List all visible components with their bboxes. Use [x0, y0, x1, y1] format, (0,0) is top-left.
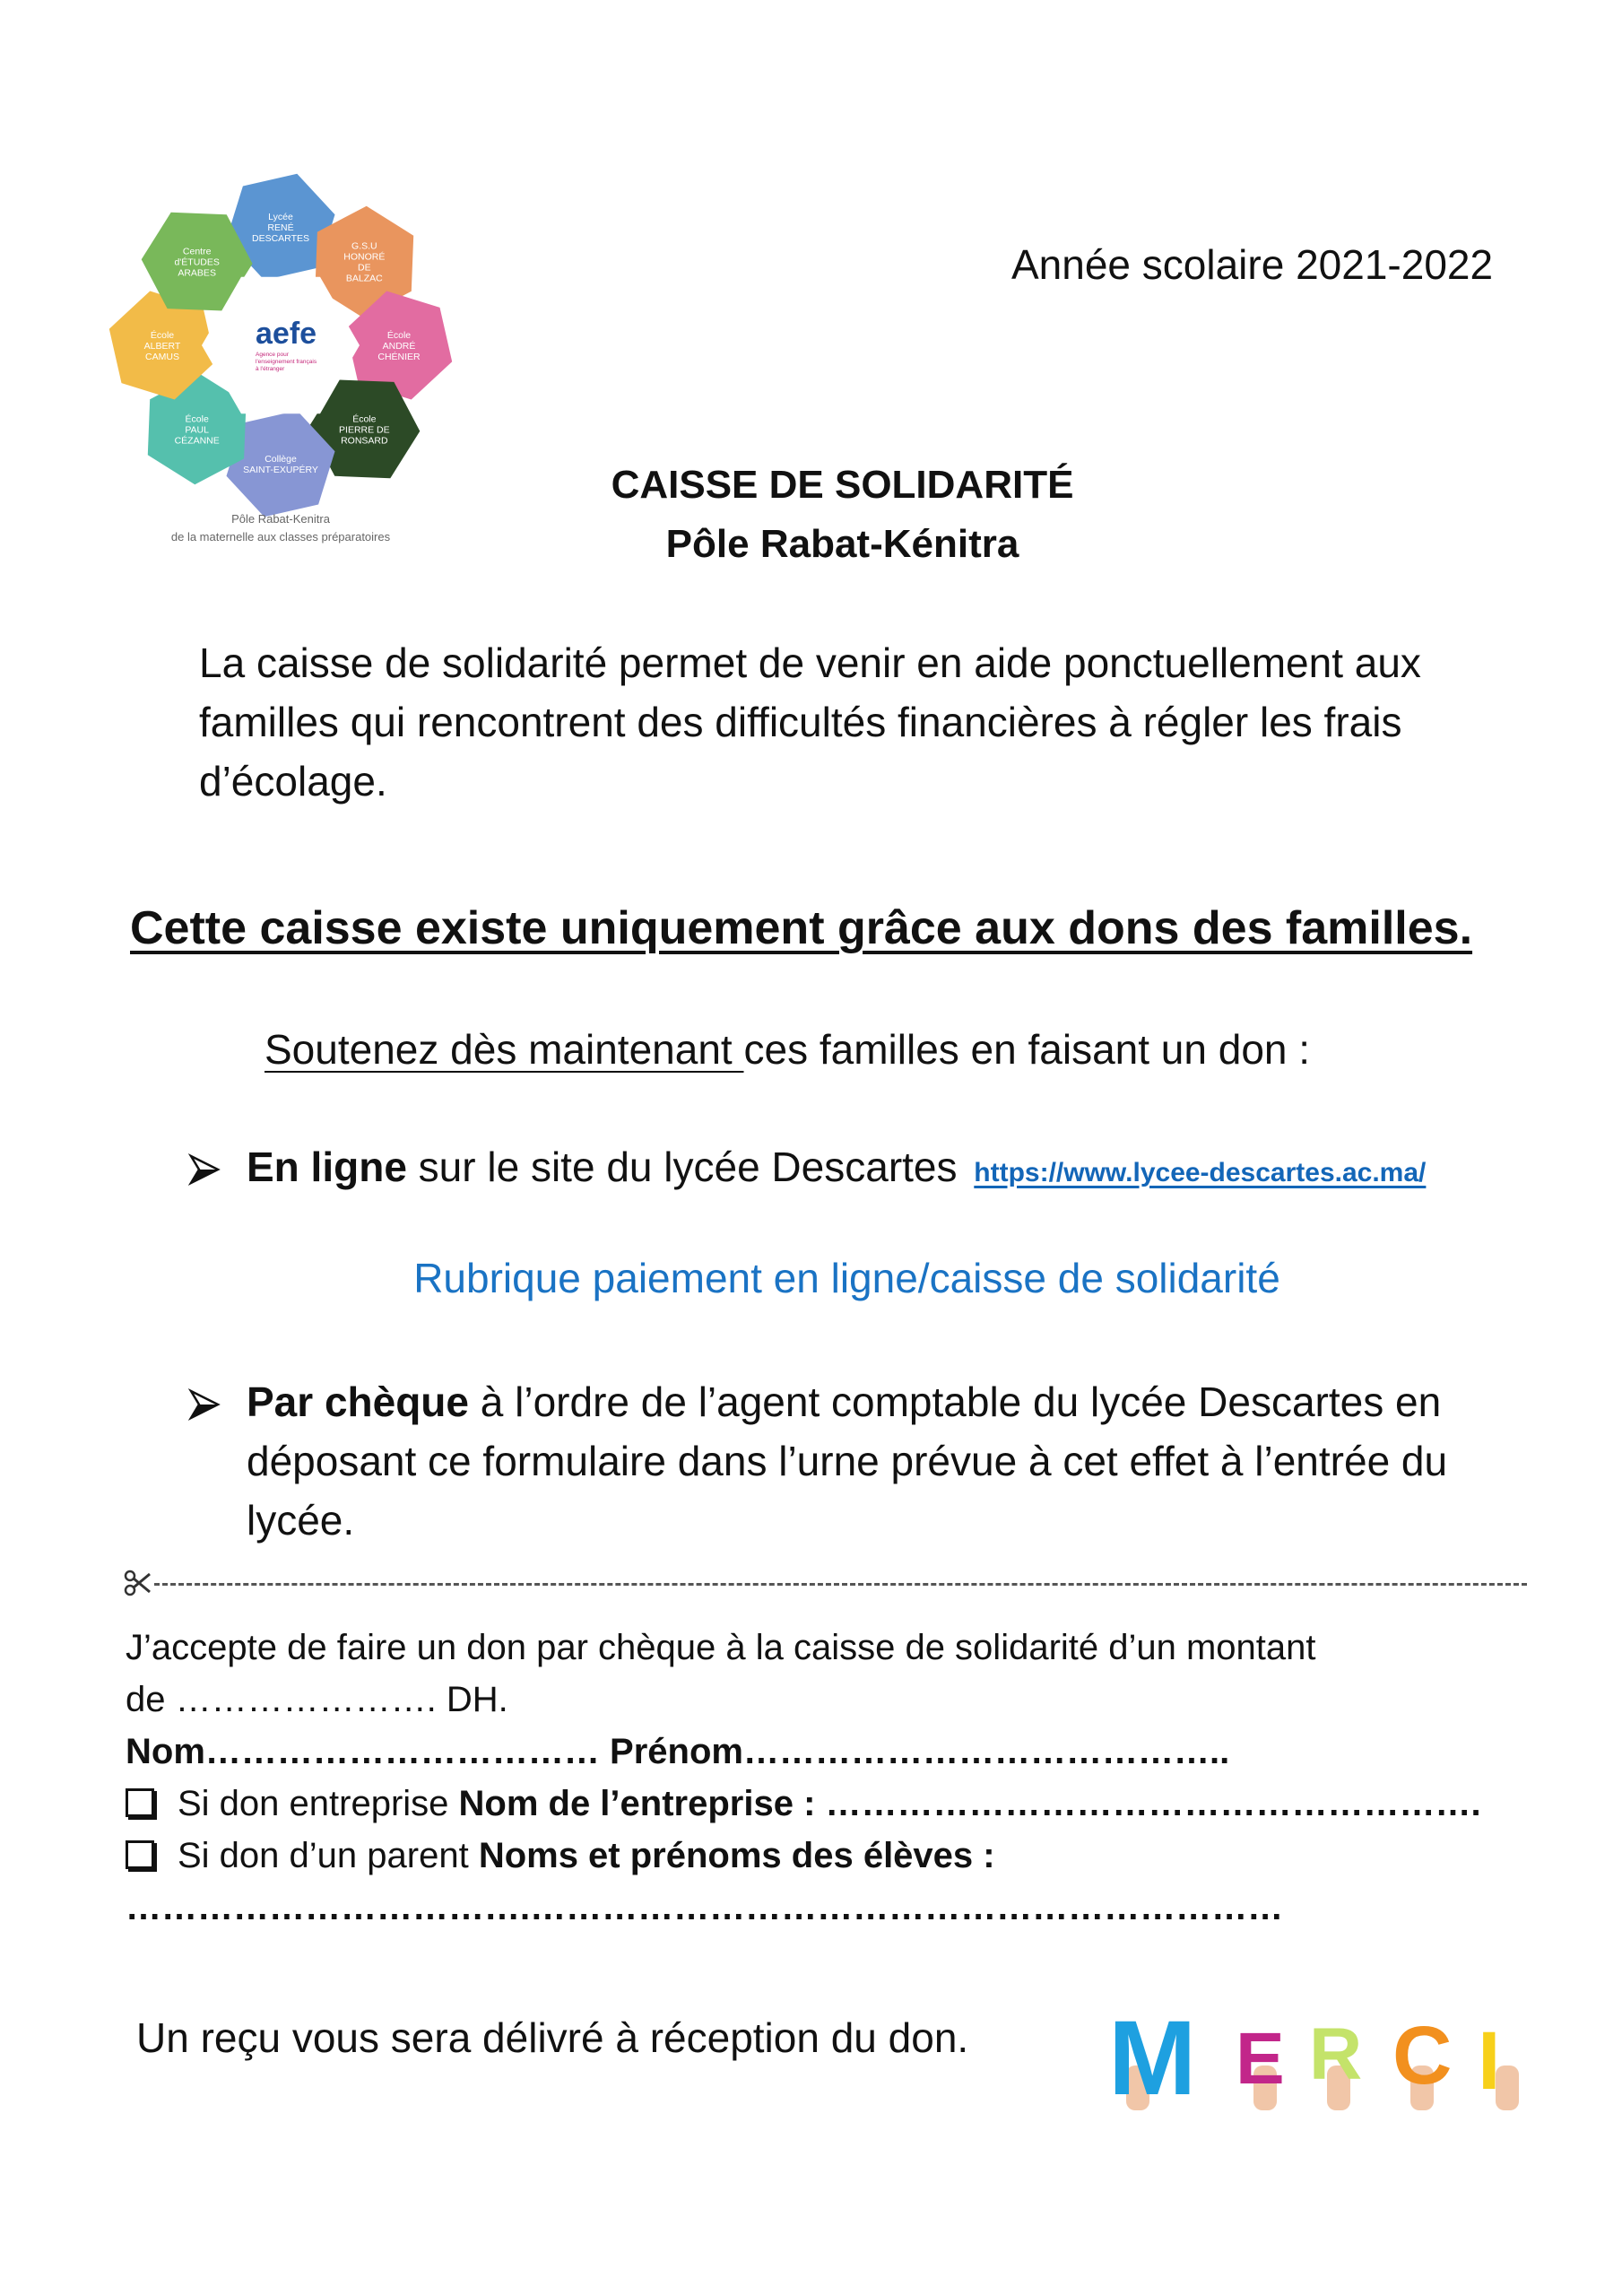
accept-line-1: J’accepte de faire un don par chèque à la caisse de solidarité d’un montant — [126, 1628, 1316, 1667]
aefe-subtitle: à l'étranger — [256, 366, 285, 372]
cheque-label: Par chèque — [247, 1378, 469, 1425]
logo-segment-label: CÉZANNE — [174, 435, 220, 447]
nom-field[interactable]: …………………………… — [204, 1732, 611, 1771]
lycee-website-link[interactable]: https://www.lycee-descartes.ac.ma/ — [974, 1158, 1427, 1187]
logo-segment-label: BALZAC — [345, 273, 383, 284]
merci-letter: E — [1236, 2018, 1285, 2100]
logo-caption: de la maternelle aux classes préparatoires — [170, 530, 391, 544]
logo-segment-label: ARABES — [178, 267, 216, 279]
support-call — [265, 1025, 1310, 1074]
scissors-icon — [124, 1568, 151, 1598]
logo-caption: Pôle Rabat-Kenitra — [231, 512, 330, 526]
headline: Cette caisse existe uniquement grâce aux dons des familles. — [130, 902, 1473, 954]
logo-segment-label: Collège — [265, 454, 297, 465]
logo-segment-label: PIERRE DE — [339, 424, 390, 436]
donation-form — [126, 1622, 1524, 1934]
logo-segment-label: HONORÉ — [343, 251, 386, 263]
logo-segment-label: d'ÉTUDES — [174, 257, 220, 268]
prenom-label: Prénom — [610, 1732, 743, 1771]
title-line-1: CAISSE DE SOLIDARITÉ — [611, 463, 1074, 507]
logo-segment-label: École — [386, 330, 412, 341]
parent-checkbox[interactable] — [126, 1840, 154, 1869]
merci-letters — [1101, 1994, 1531, 2110]
receipt-note: Un reçu vous sera délivré à réception du don. — [136, 2014, 969, 2061]
support-rest: ces familles en faisant un don : — [743, 1026, 1311, 1073]
option-parent — [126, 1830, 1524, 1882]
logo-segment-label: ANDRÉ — [382, 341, 416, 352]
name-fields — [126, 1726, 1524, 1778]
merci-letter: I — [1478, 2015, 1501, 2107]
cut-line — [124, 1568, 1527, 1598]
logo-segment-label: CAMUS — [145, 352, 179, 362]
merci-image — [1101, 1994, 1531, 2110]
online-text: sur le site du lycée Descartes — [406, 1144, 969, 1190]
online-rubrique: Rubrique paiement en ligne/caisse de solidarité — [413, 1255, 1280, 1301]
title-line-2: Pôle Rabat-Kénitra — [665, 522, 1019, 566]
option-company-text: Si don entreprise — [178, 1784, 459, 1823]
bullet-online-payment — [188, 1137, 1488, 1203]
option-company — [126, 1778, 1524, 1830]
intro-paragraph: La caisse de solidarité permet de venir en aide ponctuellement aux familles qui rencontrent des difficultés financières à régler les frais d’écolage. — [199, 639, 1421, 804]
company-name-field[interactable]: ………………………………………………. — [825, 1784, 1481, 1823]
logo-segment-label: SAINT-EXUPÉRY — [243, 465, 318, 475]
bullet-cheque-payment — [188, 1372, 1488, 1550]
merci-letter: M — [1108, 1999, 1197, 2110]
amount-field[interactable]: de …………………. DH. — [126, 1680, 508, 1719]
logo-segment-label: G.S.U — [351, 240, 377, 252]
logo-segment-label: CHÉNIER — [377, 352, 421, 362]
nom-label: Nom — [126, 1732, 205, 1771]
logo-segment-label: Lycée — [268, 212, 293, 222]
logo-segment-label: RENÉ — [267, 222, 294, 233]
dashed-divider — [154, 1583, 1527, 1586]
company-checkbox[interactable] — [126, 1788, 154, 1817]
cheque-text: à l’ordre de l’agent comptable du lycée Descartes en déposant ce formulaire dans l’urne prévue à cet effet à l’entrée du lycée. — [247, 1378, 1448, 1544]
logo-segment-label: DE — [358, 262, 371, 274]
merci-letter: C — [1392, 2010, 1453, 2101]
logo-segment-label: RONSARD — [341, 435, 388, 447]
school-year: Année scolaire 2021-2022 — [1011, 241, 1494, 288]
logo-segment-label: École — [150, 330, 175, 341]
students-names-field[interactable] — [126, 1882, 1524, 1934]
logo-segment-label: ALBERT — [143, 341, 181, 352]
merci-letter: R — [1309, 2013, 1363, 2095]
students-dots[interactable]: …………………………….……………………………………………………… — [126, 1888, 1284, 1927]
option-parent-text: Si don d’un parent — [178, 1836, 479, 1875]
aefe-brand-text: aefe — [256, 317, 317, 351]
prenom-field[interactable]: ………………………………….. — [742, 1732, 1230, 1771]
option-parent-label: Noms et prénoms des élèves : — [478, 1836, 995, 1875]
online-label: En ligne — [247, 1144, 407, 1190]
option-company-label: Nom de l’entreprise : — [458, 1784, 826, 1823]
document-title — [0, 456, 1622, 574]
logo-segment-label: École — [185, 413, 209, 425]
aefe-subtitle: l'enseignement français — [256, 359, 317, 365]
aefe-subtitle: Agence pour — [256, 352, 289, 358]
arrow-bullet-icon — [188, 1388, 221, 1421]
support-underlined: Soutenez dès maintenant — [265, 1026, 744, 1073]
logo-segment-label: École — [352, 413, 377, 425]
logo-segment-label: DESCARTES — [252, 233, 309, 244]
logo-segment-label: PAUL — [185, 424, 209, 436]
logo-segment-label: Centre — [182, 246, 212, 257]
arrow-bullet-icon — [188, 1153, 221, 1186]
